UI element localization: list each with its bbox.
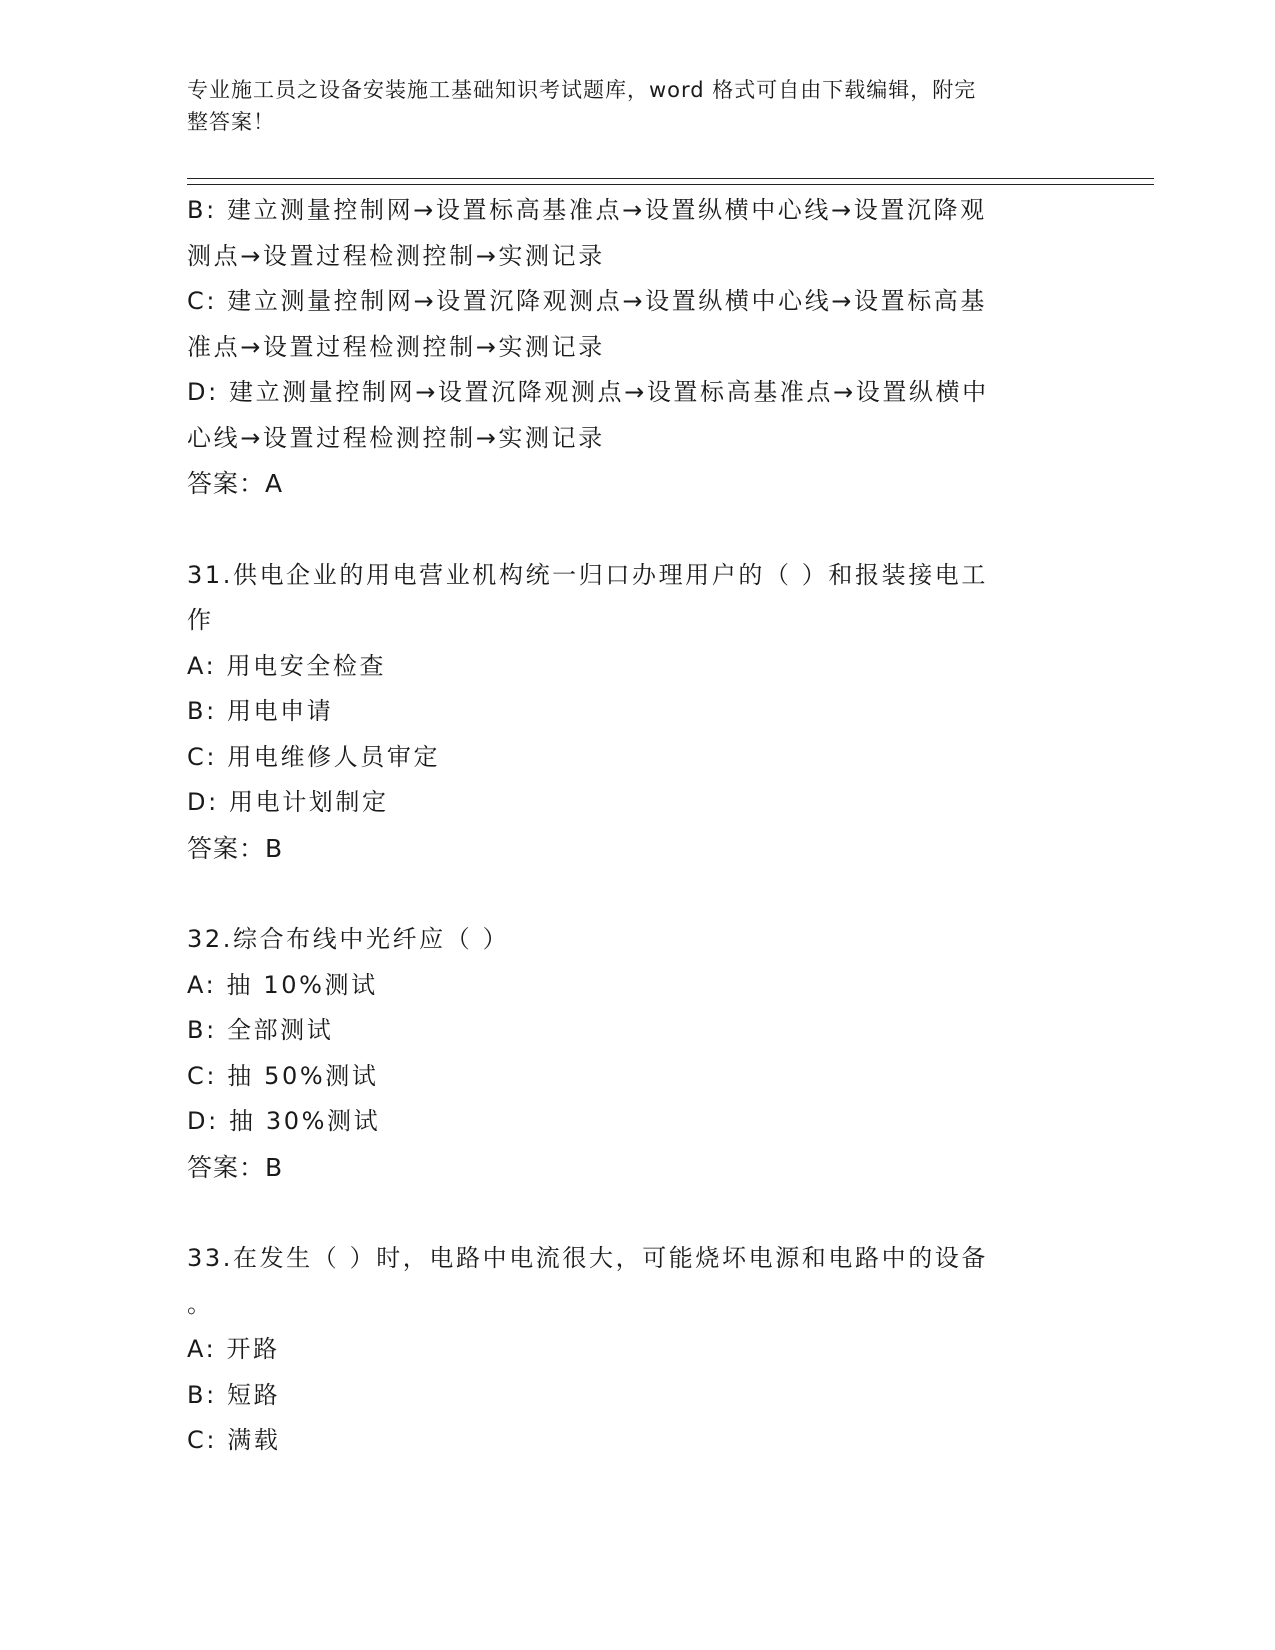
option-b: B: 短路 <box>187 1380 281 1409</box>
document-header <box>187 74 1067 138</box>
option-b: B: 全部测试 <box>187 1016 334 1044</box>
option-b: B: 用电申请 <box>187 697 334 725</box>
option-c-line-1: C: 建立测量控制网→设置沉降观测点→设置纵横中心线→设置标高基 <box>187 287 987 315</box>
option-b-line-2: 测点→设置过程检测控制→实测记录 <box>187 241 605 270</box>
option-d: D: 抽 30%测试 <box>187 1107 381 1135</box>
header-line-1: 专业施工员之设备安装施工基础知识考试题库，word 格式可自由下载编辑，附完 <box>187 78 977 102</box>
question-31 <box>187 553 1087 872</box>
option-c: C: 抽 50%测试 <box>187 1061 379 1090</box>
header-divider-bottom <box>187 184 1154 185</box>
previous-question-block <box>187 188 1087 507</box>
option-a: A: 用电安全检查 <box>187 651 387 680</box>
option-a: A: 开路 <box>187 1335 280 1363</box>
header-line-2: 整答案！ <box>187 110 275 134</box>
spacer <box>187 507 1087 553</box>
option-a: A: 抽 10%测试 <box>187 970 378 999</box>
option-d: D: 用电计划制定 <box>187 788 389 816</box>
question-stem-line-2: 。 <box>187 1289 214 1318</box>
question-stem-line-1: 33.在发生（ ）时，电路中电流很大，可能烧坏电源和电路中的设备 <box>187 1244 988 1272</box>
question-32 <box>187 917 1087 1190</box>
question-stem-line-2: 作 <box>187 606 214 634</box>
answer: 答案：B <box>187 833 284 863</box>
option-c-line-2: 准点→设置过程检测控制→实测记录 <box>187 332 605 361</box>
option-d-line-2: 心线→设置过程检测控制→实测记录 <box>187 423 605 452</box>
option-d-line-1: D: 建立测量控制网→设置沉降观测点→设置标高基准点→设置纵横中 <box>187 378 989 406</box>
question-stem-line-1: 31.供电企业的用电营业机构统一归口办理用户的（ ）和报装接电工 <box>187 560 988 589</box>
option-c: C: 用电维修人员审定 <box>187 742 441 771</box>
option-c: C: 满载 <box>187 1426 281 1454</box>
question-stem-line-1: 32.综合布线中光纤应（ ） <box>187 925 510 953</box>
header-divider-top <box>187 178 1154 179</box>
question-33 <box>187 1236 1087 1464</box>
answer: 答案：A <box>187 469 284 498</box>
spacer <box>187 1190 1087 1236</box>
answer: 答案：B <box>187 1152 284 1182</box>
question-content <box>187 188 1087 1464</box>
option-b-line-1: B: 建立测量控制网→设置标高基准点→设置纵横中心线→设置沉降观 <box>187 196 987 224</box>
spacer <box>187 871 1087 917</box>
